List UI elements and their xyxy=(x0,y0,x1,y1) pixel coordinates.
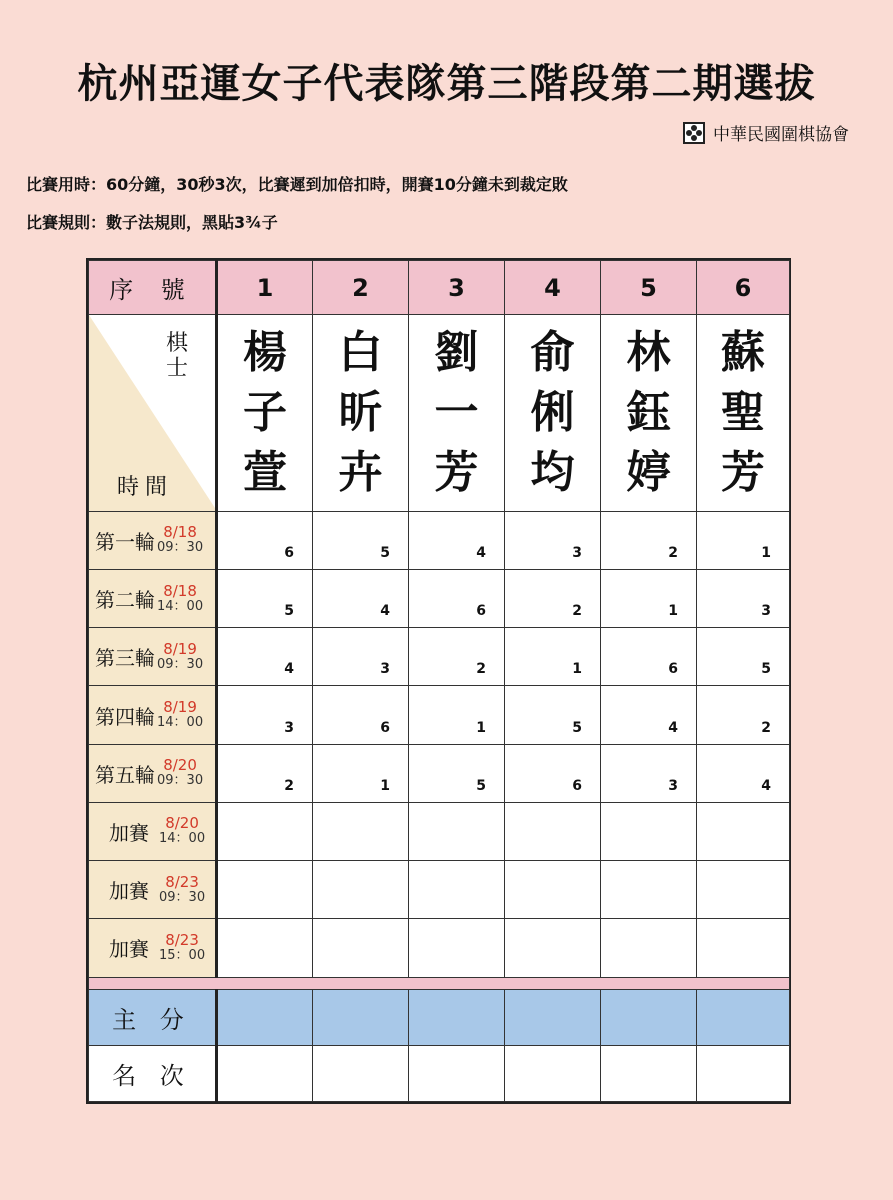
playoff-cell xyxy=(409,861,505,919)
rank-row xyxy=(89,1045,790,1101)
opponent-cell xyxy=(697,570,790,628)
opponent-number: 3 xyxy=(572,545,582,562)
opponent-number: 6 xyxy=(380,719,390,736)
opponent-cell xyxy=(697,744,790,802)
opponent-number: 1 xyxy=(761,545,771,562)
player-name: 楊 子 萱 xyxy=(243,327,287,499)
player-name: 俞 俐 均 xyxy=(530,327,575,499)
organizer-name: 中華民國圍棋協會 xyxy=(713,125,849,145)
opponent-cell xyxy=(217,686,313,744)
opponent-number: 4 xyxy=(761,777,771,794)
playoff-cell xyxy=(313,919,409,977)
playoff-date: 8/20 xyxy=(165,814,199,833)
main-score-cell xyxy=(601,989,697,1045)
round-time: 14：00 xyxy=(157,715,204,731)
playoff-row xyxy=(89,919,790,977)
playoff-time: 09：30 xyxy=(159,889,206,905)
opponent-number: 6 xyxy=(668,661,678,678)
separator xyxy=(89,977,790,989)
rank-cell xyxy=(601,1045,697,1101)
round-date: 8/19 xyxy=(163,639,197,658)
opponent-cell xyxy=(601,570,697,628)
organizer-logo-icon xyxy=(683,122,705,144)
main-score-cell xyxy=(313,989,409,1045)
seq-label: 序 號 xyxy=(89,261,217,315)
opponent-cell xyxy=(217,744,313,802)
rank-cell xyxy=(217,1045,313,1101)
opponent-number: 2 xyxy=(476,661,486,678)
opponent-number: 4 xyxy=(668,719,678,736)
player-name-cell xyxy=(601,315,697,512)
opponent-number: 1 xyxy=(668,603,678,620)
playoff-date: 8/23 xyxy=(165,872,199,891)
bracket-table xyxy=(86,258,791,1104)
opponent-number: 3 xyxy=(380,661,390,678)
playoff-name: 加賽 xyxy=(109,820,149,845)
opponent-number: 2 xyxy=(761,719,771,736)
opponent-cell xyxy=(409,628,505,686)
opponent-number: 6 xyxy=(572,777,582,794)
round-row xyxy=(89,570,790,628)
player-row xyxy=(89,315,790,512)
round-name: 第三輪 xyxy=(95,646,155,671)
round-time: 14：00 xyxy=(157,598,204,614)
round-name: 第二輪 xyxy=(95,588,155,613)
opponent-cell xyxy=(697,686,790,744)
header-row xyxy=(89,261,790,315)
opponent-cell xyxy=(313,570,409,628)
separator-row xyxy=(89,977,790,989)
playoff-cell xyxy=(601,861,697,919)
opponent-number: 1 xyxy=(572,661,582,678)
round-row xyxy=(89,686,790,744)
opponent-cell xyxy=(409,744,505,802)
round-name: 第四輪 xyxy=(95,704,155,729)
round-name: 第五輪 xyxy=(95,762,155,787)
playoff-cell xyxy=(217,861,313,919)
player-name: 劉 一 芳 xyxy=(434,327,479,499)
rank-cell xyxy=(505,1045,601,1101)
playoff-row xyxy=(89,861,790,919)
opponent-cell xyxy=(697,628,790,686)
opponent-number: 4 xyxy=(380,603,390,620)
opponent-number: 1 xyxy=(476,719,486,736)
playoff-cell xyxy=(313,802,409,860)
opponent-number: 2 xyxy=(572,603,582,620)
opponent-cell xyxy=(601,628,697,686)
round-date: 8/18 xyxy=(163,523,197,542)
opponent-number: 5 xyxy=(572,719,582,736)
opponent-cell xyxy=(601,686,697,744)
opponent-cell xyxy=(505,686,601,744)
seq-number: 2 xyxy=(313,261,409,315)
rule-time-control: 比賽用時：60分鐘，30秒3次，比賽遲到加倍扣時，開賽10分鐘未到裁定敗 xyxy=(26,175,568,194)
opponent-cell xyxy=(313,511,409,569)
opponent-number: 3 xyxy=(284,719,294,736)
opponent-number: 3 xyxy=(668,777,678,794)
opponent-number: 5 xyxy=(380,545,390,562)
opponent-cell xyxy=(313,686,409,744)
opponent-number: 1 xyxy=(380,777,390,794)
opponent-cell xyxy=(217,570,313,628)
round-time: 09：30 xyxy=(157,540,204,556)
playoff-cell xyxy=(409,919,505,977)
playoff-cell xyxy=(217,919,313,977)
opponent-number: 6 xyxy=(284,545,294,562)
player-name-cell xyxy=(697,315,790,512)
main-score-cell xyxy=(505,989,601,1045)
rule-scoring: 比賽規則：數子法規則，黑貼3¾子 xyxy=(26,213,278,232)
opponent-cell xyxy=(409,686,505,744)
playoff-row xyxy=(89,802,790,860)
round-date: 8/20 xyxy=(163,756,197,775)
main-score-label: 主 分 xyxy=(89,989,217,1045)
round-label-cell xyxy=(89,511,217,569)
organizer xyxy=(683,120,849,145)
player-name-cell xyxy=(217,315,313,512)
playoff-cell xyxy=(697,861,790,919)
rank-cell xyxy=(697,1045,790,1101)
opponent-number: 2 xyxy=(284,777,294,794)
seq-number: 6 xyxy=(697,261,790,315)
opponent-cell xyxy=(697,511,790,569)
opponent-cell xyxy=(601,744,697,802)
opponent-cell xyxy=(313,744,409,802)
opponent-cell xyxy=(505,744,601,802)
round-time: 09：30 xyxy=(157,656,204,672)
corner-header xyxy=(89,315,217,512)
playoff-cell xyxy=(217,802,313,860)
playoff-label-cell xyxy=(89,919,217,977)
opponent-number: 2 xyxy=(668,545,678,562)
round-date: 8/18 xyxy=(163,581,197,600)
rank-cell xyxy=(409,1045,505,1101)
rank-cell xyxy=(313,1045,409,1101)
round-label-cell xyxy=(89,744,217,802)
playoff-time: 15：00 xyxy=(159,947,206,963)
page-title: 杭州亞運女子代表隊第三階段第二期選拔 xyxy=(77,61,816,107)
playoff-cell xyxy=(409,802,505,860)
opponent-cell xyxy=(409,570,505,628)
round-name: 第一輪 xyxy=(95,529,155,554)
opponent-number: 6 xyxy=(476,603,486,620)
opponent-cell xyxy=(505,570,601,628)
round-time: 09：30 xyxy=(157,773,204,789)
seq-number: 1 xyxy=(217,261,313,315)
playoff-cell xyxy=(505,861,601,919)
opponent-number: 5 xyxy=(284,603,294,620)
main-score-row xyxy=(89,989,790,1045)
round-date: 8/19 xyxy=(163,698,197,717)
playoff-cell xyxy=(313,861,409,919)
opponent-cell xyxy=(313,628,409,686)
playoff-name: 加賽 xyxy=(109,879,149,904)
playoff-cell xyxy=(697,919,790,977)
seq-number: 4 xyxy=(505,261,601,315)
round-label-cell xyxy=(89,686,217,744)
opponent-number: 4 xyxy=(284,661,294,678)
round-row xyxy=(89,628,790,686)
round-label-cell xyxy=(89,628,217,686)
player-name: 林 鈺 婷 xyxy=(626,327,671,499)
main-score-cell xyxy=(217,989,313,1045)
opponent-cell xyxy=(217,511,313,569)
playoff-cell xyxy=(505,919,601,977)
opponent-cell xyxy=(217,628,313,686)
round-row xyxy=(89,511,790,569)
playoff-label-cell xyxy=(89,802,217,860)
playoff-cell xyxy=(601,919,697,977)
round-label-cell xyxy=(89,570,217,628)
playoff-date: 8/23 xyxy=(165,930,199,949)
rank-label: 名 次 xyxy=(89,1045,217,1101)
playoff-name: 加賽 xyxy=(109,937,149,962)
opponent-number: 3 xyxy=(761,603,771,620)
opponent-cell xyxy=(505,511,601,569)
opponent-number: 5 xyxy=(476,777,486,794)
player-name: 蘇 聖 芳 xyxy=(721,327,765,499)
playoff-label-cell xyxy=(89,861,217,919)
playoff-cell xyxy=(505,802,601,860)
opponent-number: 5 xyxy=(761,661,771,678)
playoff-cell xyxy=(601,802,697,860)
round-row xyxy=(89,744,790,802)
player-name-cell xyxy=(409,315,505,512)
player-label: 棋士 xyxy=(165,331,188,382)
main-score-cell xyxy=(409,989,505,1045)
main-score-cell xyxy=(697,989,790,1045)
opponent-cell xyxy=(409,511,505,569)
opponent-cell xyxy=(505,628,601,686)
player-name-cell xyxy=(313,315,409,512)
time-label: 時間 xyxy=(117,474,174,500)
playoff-cell xyxy=(697,802,790,860)
player-name-cell xyxy=(505,315,601,512)
seq-number: 5 xyxy=(601,261,697,315)
opponent-number: 4 xyxy=(476,545,486,562)
opponent-cell xyxy=(601,511,697,569)
seq-number: 3 xyxy=(409,261,505,315)
playoff-time: 14：00 xyxy=(159,831,206,847)
player-name: 白 昕 卉 xyxy=(338,327,383,499)
